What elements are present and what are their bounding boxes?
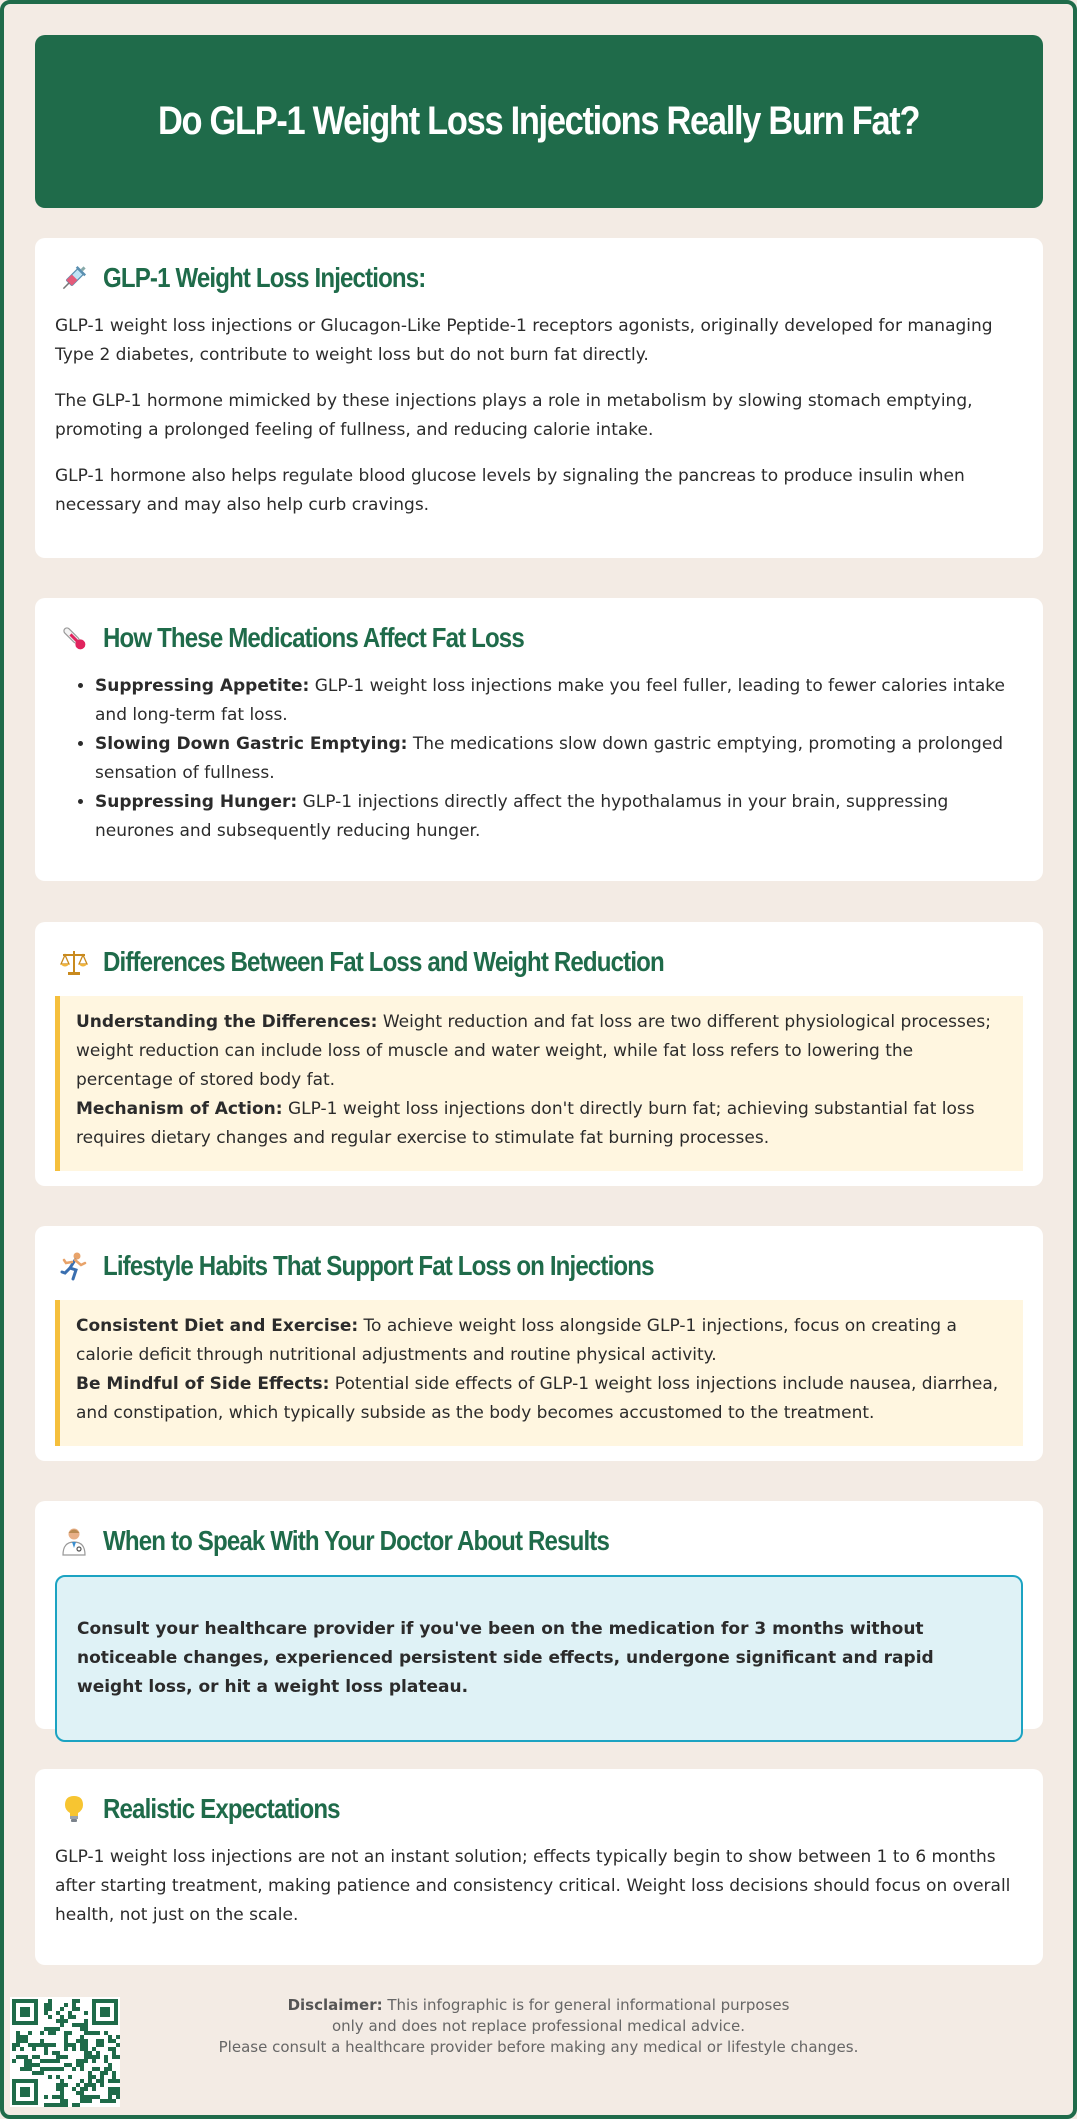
section-title: When to Speak With Your Doctor About Results [103, 1525, 609, 1556]
section-header [55, 258, 1023, 298]
section-header [55, 942, 1023, 982]
paragraph: GLP-1 weight loss injections or Glucagon-Like Peptide-1 receptors agonists, originally developed for managing Type 2 diabetes, contribute to weight loss but do not burn fat directly. [55, 316, 993, 365]
section-lifestyle [35, 1226, 1043, 1461]
list-item: • Suppressing Hunger: GLP-1 injections directly affect the hypothalamus in your brain, suppressing neurones and subsequently reducing hunger. [95, 788, 1023, 846]
highlight-box [55, 1300, 1023, 1446]
section-header [55, 1521, 1023, 1561]
disclaimer-line: only and does not replace professional medical advice. [331, 2017, 746, 2035]
callout-item: Understanding the Differences: Weight reduction and fat loss are two different physiological processes; weight reduction can include loss of muscle and water weight, while fat loss refers to lowering the percentage of stored body fat. [76, 1012, 991, 1090]
section-differences [35, 922, 1043, 1186]
highlight-box [55, 996, 1023, 1171]
list-item: • Slowing Down Gastric Emptying: The medications slow down gastric emptying, promoting a prolonged sensation of fullness. [95, 730, 1023, 788]
doctor-icon [57, 1524, 91, 1558]
callout-item: Mechanism of Action: GLP-1 weight loss injections don't directly burn fat; achieving substantial fat loss requires dietary changes and regular exercise to stimulate fat burning processes. [76, 1099, 975, 1148]
section-title: Realistic Expectations [103, 1793, 340, 1824]
list-item: • Suppressing Appetite: GLP-1 weight loss injections make you feel fuller, leading to fewer calories intake and long-term fat loss. [95, 672, 1023, 730]
paragraph: GLP-1 weight loss injections are not an instant solution; effects typically begin to show between 1 to 6 months after starting treatment, making patience and consistency critical. Weight loss decisions should focus on overall health, not just on the scale. [55, 1847, 1011, 1925]
paragraph: The GLP-1 hormone mimicked by these injections plays a role in metabolism by slowing stomach emptying, promoting a prolonged feeling of fullness, and reducing calorie intake. [55, 391, 973, 440]
disclaimer-line: Please consult a healthcare provider before making any medical or lifestyle changes. [218, 2038, 859, 2056]
bullet-list [95, 672, 1023, 846]
section-header [55, 1789, 1023, 1829]
page-title: Do GLP-1 Weight Loss Injections Really Burn Fat? [158, 99, 920, 143]
page-header [35, 35, 1043, 208]
lightbulb-icon [57, 1792, 91, 1826]
section-title: Lifestyle Habits That Support Fat Loss on Injections [103, 1250, 654, 1281]
callout-item: Consistent Diet and Exercise: To achieve weight loss alongside GLP-1 injections, focus on creating a calorie deficit through nutritional adjustments and routine physical activity. [76, 1316, 957, 1365]
section-title: How These Medications Affect Fat Loss [103, 622, 524, 653]
section-affect [35, 598, 1043, 881]
callout-item: Be Mindful of Side Effects: Potential side effects of GLP-1 weight loss injections include nausea, diarrhea, and constipation, which typically subside as the body becomes accustomed to the treatment. [76, 1374, 999, 1423]
info-box: Consult your healthcare provider if you've been on the medication for 3 months without noticeable changes, experienced persistent side effects, undergone significant and rapid weight loss, or hit a weight loss plateau. [55, 1575, 1023, 1742]
section-title: Differences Between Fat Loss and Weight Reduction [103, 946, 664, 977]
section-header [55, 1246, 1023, 1286]
section-doctor [35, 1501, 1043, 1729]
thermometer-icon [57, 621, 91, 655]
syringe-icon [57, 261, 91, 295]
disclaimer-line: Disclaimer: This infographic is for general informational purposes [287, 1996, 790, 2014]
section-expectations [35, 1769, 1043, 1965]
section-header [55, 618, 1023, 658]
disclaimer [0, 1995, 1077, 2058]
balance-scale-icon [57, 945, 91, 979]
paragraph: GLP-1 hormone also helps regulate blood glucose levels by signaling the pancreas to produce insulin when necessary and may also help curb cravings. [55, 466, 965, 515]
runner-icon [57, 1249, 91, 1283]
section-injections [35, 238, 1043, 558]
section-title: GLP-1 Weight Loss Injections: [103, 262, 426, 293]
